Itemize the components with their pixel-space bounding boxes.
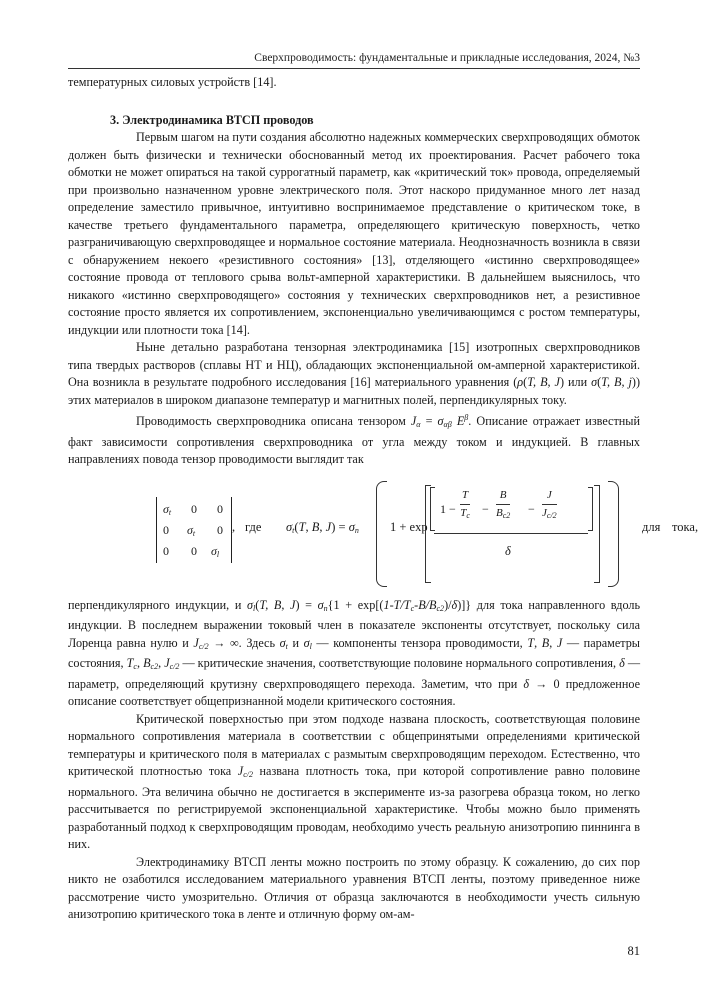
header-rule [68, 68, 640, 69]
section-heading: 3. Электродинамика ВТСП проводов [110, 112, 314, 127]
body-text [68, 74, 699, 924]
formula-word-toka: тока, [672, 519, 699, 534]
paragraph-4: перпендикулярного индукции, и $\sigma_l(T$, B, $J) = \sigma_n\{1 + \exp[(1-T/T_c-B/B_{c2})/\delta)]$} для тока направленного вдоль индукции. В последнем выражении токовый член в показателе экспоненты отсутствует, поскольку сила Лоренца равна нулю и $J_{c/2}$ → ∞. Здесь $\sigma_t$ и $\sigma_l$ — компоненты тензора проводимости, T, B, J — параметры состояния, $T_c$, $B_{c2}$, $J_{c/2}$ — критические значения, соответствующие половине нормального сопротивления, δ — параметр, определяющий крутизну сверхпроводящего перехода. Заметим, что при δ → 0 предложенное описание соответствует общепризнанной модели критического состояния. [68, 597, 641, 708]
running-header: Сверхпроводимость: фундаментальные и прикладные исследования, 2024, №3 [254, 52, 640, 64]
formula-word-dlya: для [642, 519, 661, 534]
continuation-line: температурных силовых устройств [14]. [68, 75, 277, 89]
paragraph-5: Критической поверхностью при этом подходе названа плоскость, соответствующая половине нормального сопротивления материала в соответствии с общепринятыми определениями критической температуры и критического поля в материалах с размытым сверхпроводящим переходом. Естественно, что критической плотностью тока $J_{c/2}$ названа плотность тока, при которой сопротивление равно половине нормального. Эта величина обычно не достигается в эксперименте из-за разогрева образца током, но легко рассчитывается по регистрируемой экспоненциальной характеристике. Чтобы можно было применять разработанный подход к сверхпроводящим проводам, необходимо учесть реальную анизотропию пиннинга в них. [68, 711, 640, 851]
paragraph-6: Электродинамику ВТСП ленты можно построить по этому образцу. К сожалению, до сих пор никто не озаботился исследованием материального уравнения ВТСП ленты, поэтому приведенное ниже рассмотрение чисто умозрительно. Отличия от образца заключаются в необходимости учесть сильную анизотропию критического тока в ленте и отличную форму ом-ам- [68, 854, 640, 921]
conductivity-tensor-formula: $\sigma_t$ 0 0 0 $\sigma_t$ 0 0 0 $\sigma_l$ , где $\sigma_t(T$, B, $J) = \sigma_n$ 1 + exp 1 − T $T_c$ − B $B_{c2}$ − J $J_{c/2}$ δ для тока, [68, 475, 640, 595]
paragraph-3: Проводимость сверхпроводника описана тензором $J_\alpha = \sigma_{\alpha\beta}$ $E^\beta$. Описание отражает известный факт зависимости сопротивления сверхпроводника от угла между током и индукцией. В главных направлениях повода тензор проводимости выглядит так [68, 413, 641, 466]
tensor-matrix: $\sigma_t$ 0 0 0 $\sigma_t$ 0 0 0 $\sigma_l$ [156, 497, 232, 563]
sigma-t-expression: $\sigma_t(T$, B, $J) = \sigma_n$ [286, 519, 359, 535]
formula-word-gde: где [245, 519, 262, 534]
paragraph-2: Ныне детально разработана тензорная электродинамика [15] изотропных сверхпроводников типа твердых растворов (сплавы НТ и НЦ), обладающих экспоненциальной ом-амперной характеристикой. Она возникла в результате подробного исследования [16] материального уравнения (ρ(T, B, J) или σ(T, B, j)) этих материалов в широком диапазоне температур и магнитных полей, перпендикулярных току. [68, 340, 640, 407]
page-number: 81 [627, 944, 640, 958]
paragraph-1: Первым шагом на пути создания абсолютно надежных коммерческих сверхпроводящих обмоток должен быть физически и технически обоснованный метод их проектирования. Расчет рабочего тока обмотки не может опираться на такой суррогатный параметр, как «критический ток» провода, определяемый при произвольно назначенном уровне электрического поля. Этот наскоро придуманное много лет назад определение заместило привычное, интуитивно воспринимаемое представление о критическом токе, в качестве третьего фундаментального параметра, определяющего критическую поверхность, четко разграничивающую сверхпроводящее и нормальное состояние материала. Неоднозначность возникла в связи с обнаружением некоего «резистивного состояния» [13], отделяющего «истинно сверхпроводящее» состояние провода от теплового срыва вольт-амперной характеристики. В дальнейшем выяснилось, что никакого «истинно сверхпроводящего» состояния у технических сверхпроводников нет, а резистивное состояние просто является их сопротивлением, экспоненциально увеличивающимся с ростом температуры, индукции или плотности тока [14]. [68, 130, 640, 337]
